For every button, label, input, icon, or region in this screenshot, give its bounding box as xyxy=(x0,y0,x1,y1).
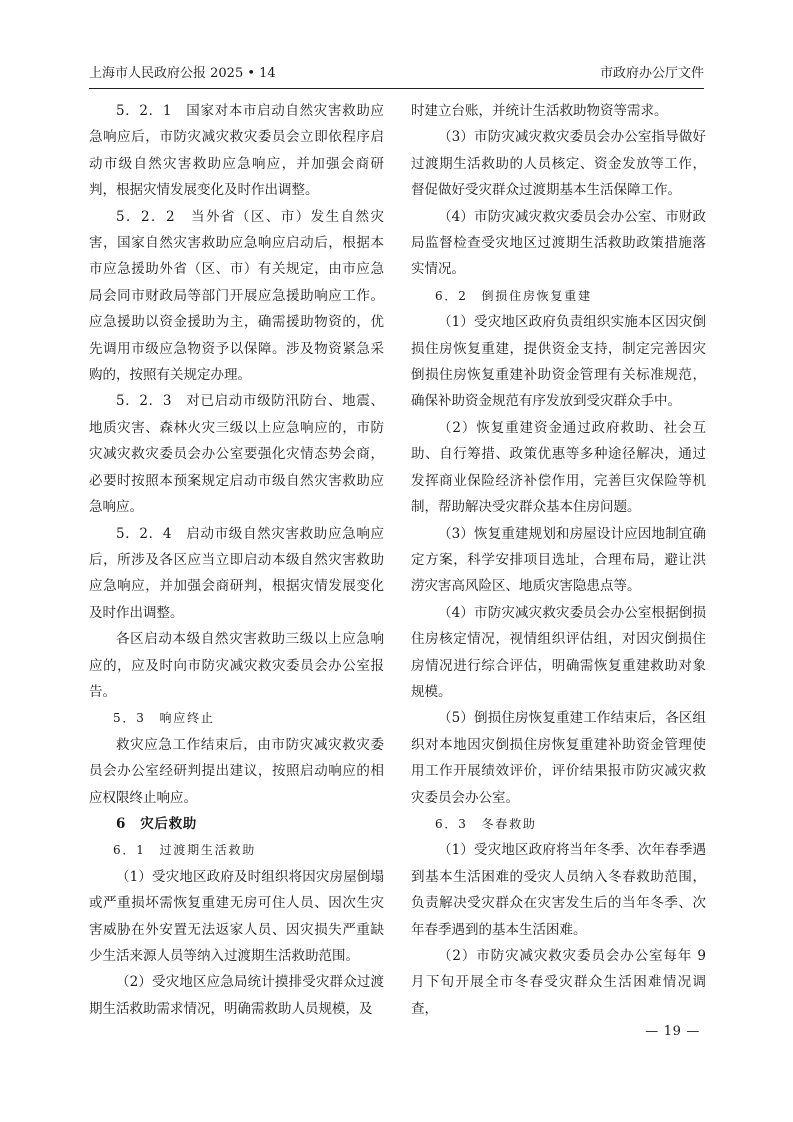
paragraph-5-3: 救灾应急工作结束后，由市防灾减灾救灾委员会办公室经研判提出建议，按照启动响应的相应权限终止响应。 xyxy=(89,736,384,806)
paragraph-6-2-1: （1）受灾地区政府负责组织实施本区因灾倒损住房恢复重建，提供资金支持，制定完善因灾倒损住房恢复重建补助资金管理有关标准规范，确保补助资金规范有序发放到受灾群众手中。 xyxy=(411,314,706,410)
left-column xyxy=(89,98,384,1022)
paragraph-5-2-2: 5．2．2 当外省（区、市）发生自然灾害，国家自然灾害救助应急响应启动后，根据本市应急援助外省（区、市）有关规定，由市应急局会同市财政局等部门开展应急援助响应工作。应急援助以资金援助为主，确需援助物资的，优先调用市级应急物资予以保障。涉及物资紧急采购的，按照有关规定办理。 xyxy=(89,208,384,384)
section-title: 市政府办公厅文件 xyxy=(599,66,704,81)
page-header xyxy=(89,62,704,86)
page-number: — 19 — xyxy=(645,1024,700,1039)
heading-5-3: 5．3 响应终止 xyxy=(113,711,215,726)
paragraph-6-3-1: （1）受灾地区政府将当年冬季、次年春季遇到基本生活困难的受灾人员纳入冬春救助范围，负责解决受灾群众在灾害发生后的当年冬季、次年春季遇到的基本生活困难。 xyxy=(411,842,706,938)
paragraph-5-2-3: 5．2．3 对已启动市级防汛防台、地震、地质灾害、森林火灾三级以上应急响应的，市防灾减灾救灾委员会办公室要强化灾情态势会商，必要时按照本预案规定启动市级自然灾害救助应急响应。 xyxy=(89,393,384,516)
paragraph-6-1-2-cont: 时建立台账，并统计生活救助物资等需求。 xyxy=(411,103,668,119)
paragraph-5-2-1: 5．2．1 国家对本市启动自然灾害救助应急响应后，市防灾减灾救灾委员会立即依程序启动市级自然灾害救助应急响应，并加强会商研判，根据灾情发展变化及时作出调整。 xyxy=(89,103,384,199)
paragraph-6-3-2: （2）市防灾减灾救灾委员会办公室每年 9 月下旬开展全市冬春受灾群众生活困难情况调查， xyxy=(411,948,706,1017)
heading-6-2: 6．2 倒损住房恢复重建 xyxy=(435,288,592,303)
gazette-title: 上海市人民政府公报 2025 • 14 xyxy=(89,66,276,81)
paragraph-6-2-5: （5）倒损住房恢复重建工作结束后，各区组织对本地因灾倒损住房恢复重建补助资金管理使用工作开展绩效评价，评价结果报市防灾减灾救灾委员会办公室。 xyxy=(411,710,706,806)
paragraph-6-1-2: （2）受灾地区应急局统计摸排受灾群众过渡期生活救助需求情况，明确需救助人员规模，及 xyxy=(89,974,384,1017)
paragraph-6-2-2: （2）恢复重建资金通过政府救助、社会互助、自行筹措、政策优惠等多种途径解决，通过发挥商业保险经济补偿作用，完善巨灾保险等机制，帮助解决受灾群众基本住房问题。 xyxy=(411,419,706,516)
paragraph-6-1-1: （1）受灾地区政府及时组织将因灾房屋倒塌或严重损坏需恢复重建无房可住人员、因次生灾害威胁在外安置无法返家人员、因灾损失严重缺少生活来源人员等纳入过渡期生活救助范围。 xyxy=(89,868,384,964)
heading-6-1: 6．1 过渡期生活救助 xyxy=(113,843,257,858)
heading-6-3: 6．3 冬春救助 xyxy=(435,816,537,831)
paragraph-district-report: 各区启动本级自然灾害救助三级以上应急响应的，应及时向市防灾减灾救灾委员会办公室报告。 xyxy=(89,631,384,700)
right-column xyxy=(411,98,706,1022)
paragraph-6-1-3: （3）市防灾减灾救灾委员会办公室指导做好过渡期生活救助的人员核定、资金发放等工作，督促做好受灾群众过渡期基本生活保障工作。 xyxy=(411,129,706,199)
paragraph-6-2-3: （3）恢复重建规划和房屋设计应因地制宜确定方案，科学安排项目选址，合理布局，避让洪涝灾害高风险区、地质灾害隐患点等。 xyxy=(411,525,706,595)
heading-6: 6 灾后救助 xyxy=(116,815,197,832)
header-divider xyxy=(89,88,704,89)
paragraph-6-1-4: （4）市防灾减灾救灾委员会办公室、市财政局监督检查受灾地区过渡期生活救助政策措施落实情况。 xyxy=(411,208,706,278)
paragraph-5-2-4: 5．2．4 启动市级自然灾害救助应急响应后，所涉及各区应当立即启动本级自然灾害救助应急响应，并加强会商研判，根据灾情发展变化及时作出调整。 xyxy=(89,525,384,621)
paragraph-6-2-4: （4）市防灾减灾救灾委员会办公室根据倒损住房核定情况，视情组织评估组，对因灾倒损住房情况进行综合评估，明确需恢复重建救助对象规模。 xyxy=(411,604,706,700)
